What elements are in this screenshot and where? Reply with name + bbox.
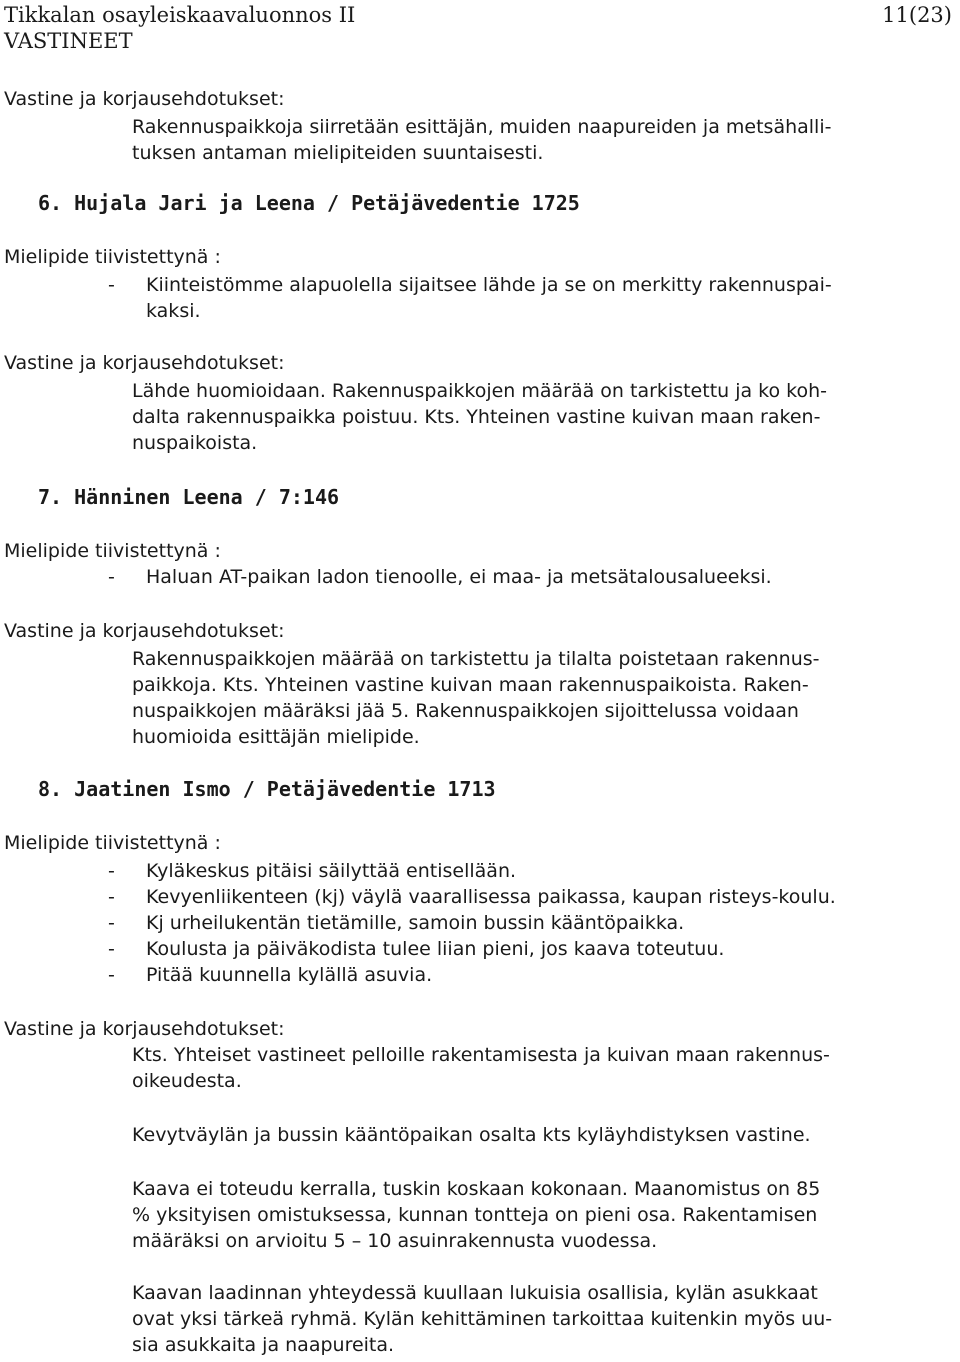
response-label: Vastine ja korjausehdotukset:: [4, 620, 285, 642]
response-line: paikkoja. Kts. Yhteinen vastine kuivan maan rakennuspaikoista. Raken-: [132, 674, 809, 696]
response-line: Kaavan laadinnan yhteydessä kuullaan lukuisia osallisia, kylän asukkaat: [132, 1282, 818, 1304]
response-line: tuksen antaman mielipiteiden suuntaisesti.: [132, 142, 544, 164]
response-label: Vastine ja korjausehdotukset:: [4, 352, 285, 374]
document-subtitle: VASTINEET: [4, 29, 133, 53]
response-line: oikeudesta.: [132, 1070, 242, 1092]
bullet-dash: -: [108, 274, 115, 296]
response-label: Vastine ja korjausehdotukset:: [4, 88, 285, 110]
bullet-dash: -: [108, 886, 115, 908]
response-line: nuspaikkojen määräksi jää 5. Rakennuspaikkojen sijoittelussa voidaan: [132, 700, 799, 722]
opinion-bullet: Kiinteistömme alapuolella sijaitsee lähde ja se on merkitty rakennuspai-: [146, 274, 832, 296]
opinion-label: Mielipide tiivistettynä :: [4, 246, 221, 268]
response-line: sia asukkaita ja naapureita.: [132, 1334, 395, 1356]
document-title: Tikkalan osayleiskaavaluonnos II: [4, 3, 356, 27]
opinion-bullet: Koulusta ja päiväkodista tulee liian pieni, jos kaava toteutuu.: [146, 938, 725, 960]
bullet-dash: -: [108, 860, 115, 882]
bullet-dash: -: [108, 912, 115, 934]
bullet-dash: -: [108, 566, 115, 588]
page-number: 11(23): [882, 3, 952, 27]
opinion-bullet: Haluan AT-paikan ladon tienoolle, ei maa- ja metsätalousalueeksi.: [146, 566, 772, 588]
response-line: dalta rakennuspaikka poistuu. Kts. Yhteinen vastine kuivan maan raken-: [132, 406, 821, 428]
response-line: määräksi on arvioitu 5 – 10 asuinrakennusta vuodessa.: [132, 1230, 658, 1252]
opinion-label: Mielipide tiivistettynä :: [4, 540, 221, 562]
section-7-heading: 7. Hänninen Leena / 7:146: [38, 485, 340, 509]
response-line: Kevytväylän ja bussin kääntöpaikan osalta kts kyläyhdistyksen vastine.: [132, 1124, 811, 1146]
response-line: ovat yksi tärkeä ryhmä. Kylän kehittäminen tarkoittaa kuitenkin myös uu-: [132, 1308, 833, 1330]
opinion-bullet-continuation: kaksi.: [146, 300, 201, 322]
section-6-heading: 6. Hujala Jari ja Leena / Petäjävedentie 1725: [38, 191, 580, 215]
response-line: Kaava ei toteudu kerralla, tuskin koskaan kokonaan. Maanomistus on 85: [132, 1178, 821, 1200]
opinion-bullet: Pitää kuunnella kylällä asuvia.: [146, 964, 433, 986]
opinion-bullet: Kevyenliikenteen (kj) väylä vaarallisessa paikassa, kaupan risteys-koulu.: [146, 886, 836, 908]
response-line: Lähde huomioidaan. Rakennuspaikkojen määrää on tarkistettu ja ko koh-: [132, 380, 828, 402]
opinion-label: Mielipide tiivistettynä :: [4, 832, 221, 854]
opinion-bullet: Kyläkeskus pitäisi säilyttää entisellään.: [146, 860, 517, 882]
bullet-dash: -: [108, 938, 115, 960]
response-line: Rakennuspaikkoja siirretään esittäjän, muiden naapureiden ja metsähalli-: [132, 116, 832, 138]
response-line: huomioida esittäjän mielipide.: [132, 726, 420, 748]
response-line: Kts. Yhteiset vastineet pelloille rakentamisesta ja kuivan maan rakennus-: [132, 1044, 830, 1066]
section-8-heading: 8. Jaatinen Ismo / Petäjävedentie 1713: [38, 777, 496, 801]
response-line: nuspaikoista.: [132, 432, 258, 454]
opinion-bullet: Kj urheilukentän tietämille, samoin bussin kääntöpaikka.: [146, 912, 685, 934]
bullet-dash: -: [108, 964, 115, 986]
response-line: % yksityisen omistuksessa, kunnan tontteja on pieni osa. Rakentamisen: [132, 1204, 818, 1226]
response-line: Rakennuspaikkojen määrää on tarkistettu ja tilalta poistetaan rakennus-: [132, 648, 820, 670]
response-label: Vastine ja korjausehdotukset:: [4, 1018, 285, 1040]
